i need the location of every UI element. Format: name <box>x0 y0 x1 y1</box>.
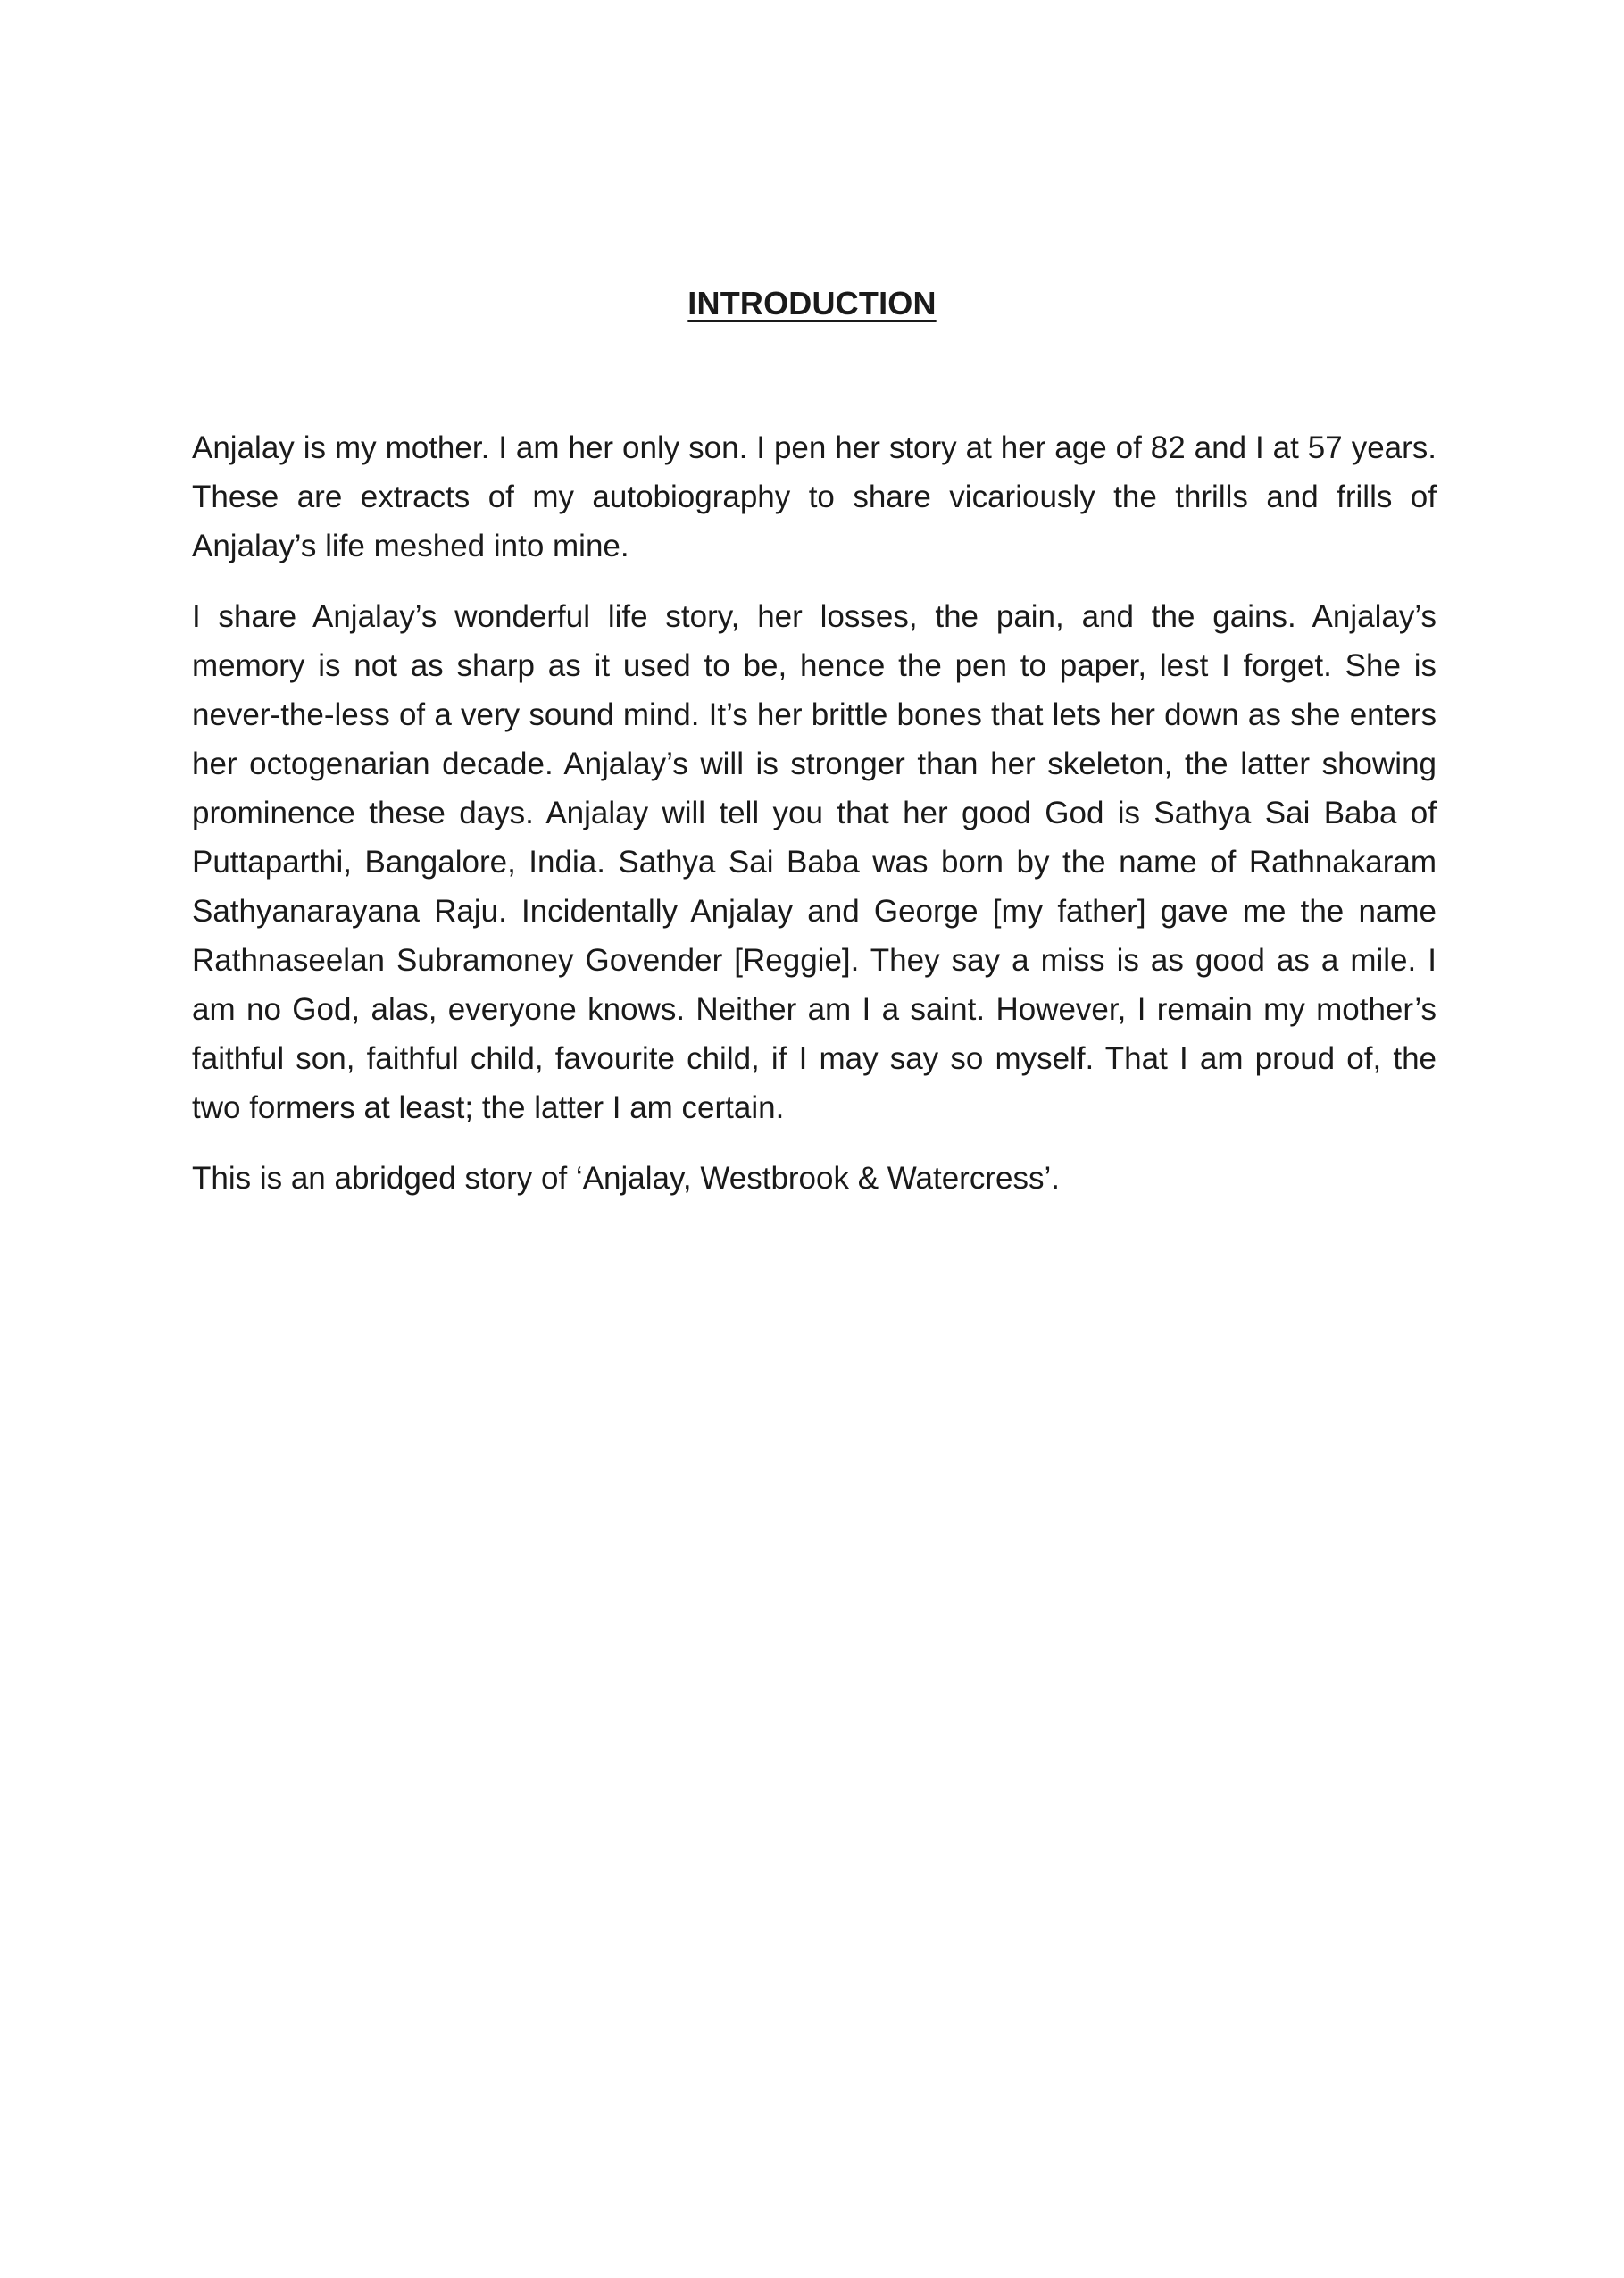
page-heading: INTRODUCTION <box>687 285 937 321</box>
paragraph-life-story: I share Anjalay’s wonderful life story, her losses, the pain, and the gains. Anjalay’s memory is not as sharp as it used to be, hence the pen to paper, lest I forget. She is never-the-less of a very sound mind. It’s her brittle bones that lets her down as she enters her octogenarian decade. Anjalay’s will is stronger than her skeleton, the latter showing prominence these days. Anjalay will tell you that her good God is Sathya Sai Baba of Puttaparthi, Bangalore, India. Sathya Sai Baba was born by the name of Rathnakaram Sathyanarayana Raju. Incidentally Anjalay and George [my father] gave me the name Rathnaseelan Subramoney Govender [Reggie]. They say a miss is as good as a mile. I am no God, alas, everyone knows. Neither am I a saint. However, I remain my mother’s faithful son, faithful child, favourite child, if I may say so myself. That I am proud of, the two formers at least; the latter I am certain. <box>192 599 1437 1125</box>
paragraph-intro: Anjalay is my mother. I am her only son. I pen her story at her age of 82 and I at 57 years. These are extracts of my autobiography to share vicariously the thrills and frills of Anjalay’s life meshed into mine. <box>192 430 1437 563</box>
body-text <box>192 423 1437 1224</box>
paragraph-abridged-note: This is an abridged story of ‘Anjalay, Westbrook & Watercress’. <box>192 1161 1060 1196</box>
